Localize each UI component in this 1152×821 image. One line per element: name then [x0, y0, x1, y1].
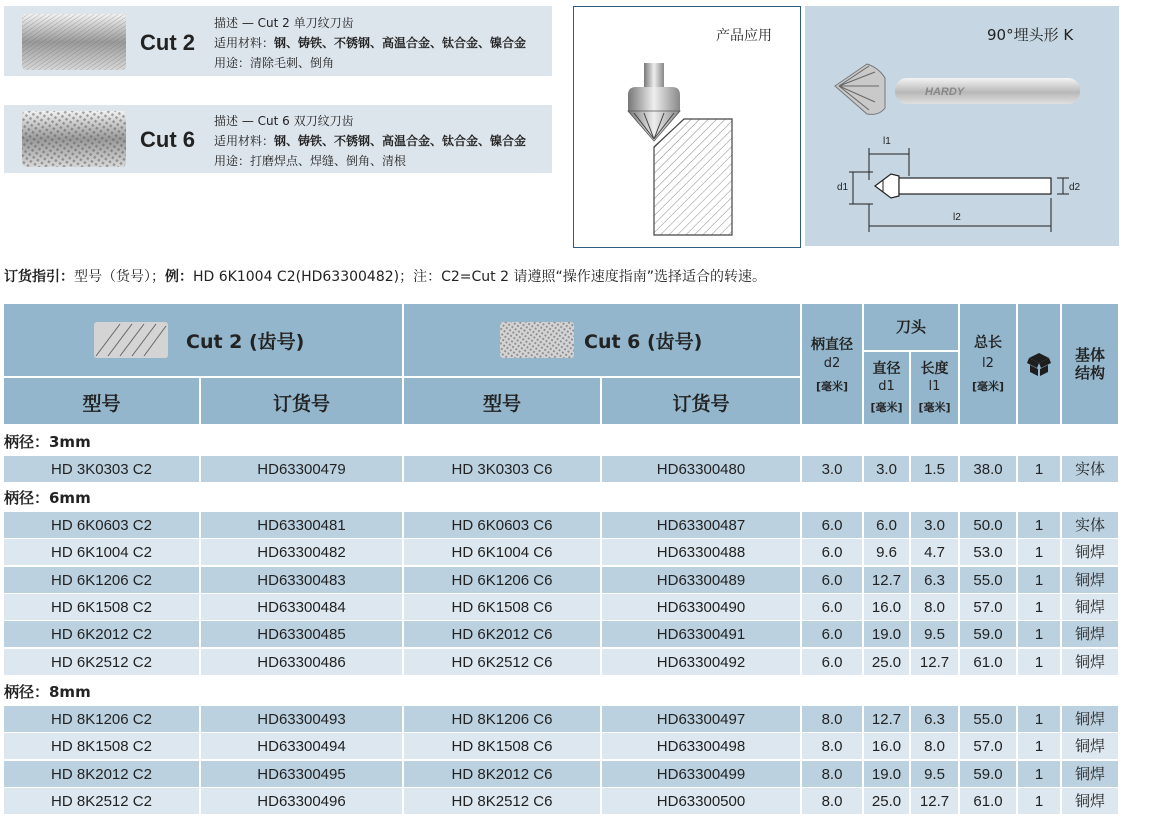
- cell-base-struct: 铜焊: [1062, 788, 1118, 814]
- cell-head-dia: 3.0: [864, 456, 909, 482]
- cell-cut2-order-no: HD63300482: [201, 539, 402, 565]
- col-head-len-unit: [毫米]: [918, 401, 951, 414]
- col-shank-dia-label: 柄直径: [811, 337, 853, 353]
- cell-cut6-model: HD 6K0603 C6: [404, 512, 600, 538]
- package-icon: [1025, 350, 1053, 378]
- col-head-label: 刀头: [895, 318, 926, 336]
- cell-cut6-model: HD 6K2512 C6: [404, 649, 600, 675]
- cell-head-dia: 12.7: [864, 706, 909, 732]
- cell-cut2-model: HD 6K1206 C2: [4, 567, 199, 593]
- col-shank-dia-sym: d2: [823, 356, 841, 371]
- cell-shank-dia: 8.0: [802, 706, 862, 732]
- col-total-len-label: 总长: [974, 335, 1002, 351]
- cell-cut2-order-no: HD63300495: [201, 761, 402, 787]
- cell-cut2-order-no: HD63300484: [201, 594, 402, 620]
- cut6-material-label: 适用材料：: [214, 134, 275, 148]
- dim-d2: d2: [1069, 182, 1081, 193]
- order-guide-part1: 型号（货号）；: [74, 269, 165, 285]
- cell-total-len: 59.0: [960, 761, 1016, 787]
- cell-cut2-order-no: HD63300494: [201, 733, 402, 759]
- cut6-header-tool-icon: [500, 322, 574, 358]
- cell-head-len: 8.0: [911, 594, 958, 620]
- cell-cut6-order-no: HD63300500: [602, 788, 800, 814]
- cell-shank-dia: 8.0: [802, 761, 862, 787]
- cell-cut6-model: HD 3K0303 C6: [404, 456, 600, 482]
- cut2-title: Cut 2 (齿号): [186, 331, 305, 353]
- cell-base-struct: 铜焊: [1062, 649, 1118, 675]
- cell-cut6-order-no: HD63300492: [602, 649, 800, 675]
- cut2-description-panel: [4, 6, 552, 76]
- col-cut2-model-label: 型号: [82, 393, 121, 415]
- shape-diagram: [805, 6, 1119, 246]
- cell-head-dia: 16.0: [864, 594, 909, 620]
- cut2-name: Cut 2: [140, 30, 195, 55]
- cell-cut6-model: HD 8K2512 C6: [404, 788, 600, 814]
- cell-head-dia: 9.6: [864, 539, 909, 565]
- cell-cut2-model: HD 6K1004 C2: [4, 539, 199, 565]
- cell-head-len: 9.5: [911, 761, 958, 787]
- cell-shank-dia: 3.0: [802, 456, 862, 482]
- cell-head-len: 1.5: [911, 456, 958, 482]
- cell-total-len: 59.0: [960, 621, 1016, 647]
- shape-panel: [805, 6, 1119, 246]
- application-illustration: [574, 7, 800, 247]
- order-guide-part2: HD 6K1004 C2(HD63300482)；注：C2=Cut 2 请遵照“操作速度指南”选择适合的转速。: [193, 269, 766, 285]
- cut6-description-panel: [4, 105, 552, 173]
- cell-package-qty: 1: [1018, 539, 1060, 565]
- cell-cut6-order-no: HD63300497: [602, 706, 800, 732]
- cell-cut6-model: HD 6K2012 C6: [404, 621, 600, 647]
- cell-package-qty: 1: [1018, 706, 1060, 732]
- cell-package-qty: 1: [1018, 788, 1060, 814]
- cell-cut6-model: HD 8K1206 C6: [404, 706, 600, 732]
- cell-cut2-model: HD 8K1206 C2: [4, 706, 199, 732]
- cell-head-dia: 16.0: [864, 733, 909, 759]
- cell-head-len: 6.3: [911, 706, 958, 732]
- cell-shank-dia: 6.0: [802, 621, 862, 647]
- cut6-title: Cut 6 (齿号): [584, 331, 703, 353]
- col-cut2-order-label: 订货号: [272, 393, 330, 415]
- application-panel: [573, 6, 801, 248]
- col-head-dia-unit: [毫米]: [870, 401, 903, 414]
- cell-cut6-model: HD 6K1004 C6: [404, 539, 600, 565]
- cut2-header-tool-icon: [94, 322, 168, 358]
- cell-shank-dia: 6.0: [802, 649, 862, 675]
- cut2-material-label: 适用材料：: [214, 36, 275, 50]
- cell-head-len: 6.3: [911, 567, 958, 593]
- cell-cut2-model: HD 6K2512 C2: [4, 649, 199, 675]
- cell-cut6-model: HD 6K1508 C6: [404, 594, 600, 620]
- cell-cut6-order-no: HD63300491: [602, 621, 800, 647]
- cell-cut2-model: HD 8K1508 C2: [4, 733, 199, 759]
- cell-cut2-order-no: HD63300479: [201, 456, 402, 482]
- col-cut6-model-label: 型号: [482, 393, 521, 415]
- col-head-len-label: 长度: [920, 361, 949, 377]
- dim-l1: l1: [883, 136, 891, 147]
- dim-l2: l2: [953, 212, 961, 223]
- cell-cut2-order-no: HD63300496: [201, 788, 402, 814]
- cell-package-qty: 1: [1018, 567, 1060, 593]
- cell-total-len: 53.0: [960, 539, 1016, 565]
- shape-title: 90°埋头形 K: [987, 26, 1074, 44]
- shank-group-label: 柄径：8mm: [4, 683, 91, 701]
- cell-base-struct: 铜焊: [1062, 761, 1118, 787]
- cell-head-dia: 19.0: [864, 621, 909, 647]
- cell-head-dia: 25.0: [864, 649, 909, 675]
- cell-cut6-model: HD 8K2012 C6: [404, 761, 600, 787]
- cell-cut6-order-no: HD63300487: [602, 512, 800, 538]
- col-total-len-sym: l2: [982, 356, 994, 371]
- cell-shank-dia: 6.0: [802, 512, 862, 538]
- cell-cut2-order-no: HD63300493: [201, 706, 402, 732]
- hardy-brand: HARDY: [925, 86, 965, 98]
- col-head-dia-label: 直径: [872, 361, 901, 377]
- cell-cut6-order-no: HD63300480: [602, 456, 800, 482]
- cell-total-len: 57.0: [960, 733, 1016, 759]
- col-cut6-order-label: 订货号: [672, 393, 730, 415]
- cell-total-len: 61.0: [960, 649, 1016, 675]
- col-total-len-unit: [毫米]: [971, 380, 1005, 393]
- order-guide-label: 订货指引：: [4, 269, 74, 285]
- cell-package-qty: 1: [1018, 649, 1060, 675]
- cell-cut2-model: HD 6K1508 C2: [4, 594, 199, 620]
- cell-base-struct: 铜焊: [1062, 733, 1118, 759]
- cell-cut2-order-no: HD63300481: [201, 512, 402, 538]
- cell-package-qty: 1: [1018, 594, 1060, 620]
- cut6-desc: 描述 — Cut 6 双刀纹刀齿: [214, 114, 354, 128]
- cell-head-len: 12.7: [911, 788, 958, 814]
- cell-head-len: 3.0: [911, 512, 958, 538]
- cell-package-qty: 1: [1018, 621, 1060, 647]
- cell-base-struct: 铜焊: [1062, 621, 1118, 647]
- cell-base-struct: 铜焊: [1062, 594, 1118, 620]
- cut2-materials: 钢、铸铁、不锈钢、高温合金、钛合金、镍合金: [274, 36, 527, 50]
- col-head-dia-sym: d1: [878, 379, 895, 394]
- cell-head-dia: 25.0: [864, 788, 909, 814]
- cut6-name: Cut 6: [140, 127, 195, 152]
- cell-total-len: 50.0: [960, 512, 1016, 538]
- cell-cut2-order-no: HD63300486: [201, 649, 402, 675]
- order-guide: [4, 266, 766, 286]
- order-guide-example-label: 例：: [165, 269, 193, 285]
- cell-total-len: 57.0: [960, 594, 1016, 620]
- cell-cut6-order-no: HD63300499: [602, 761, 800, 787]
- cell-package-qty: 1: [1018, 733, 1060, 759]
- cell-cut6-order-no: HD63300490: [602, 594, 800, 620]
- cell-cut2-order-no: HD63300485: [201, 621, 402, 647]
- cell-cut2-model: HD 8K2012 C2: [4, 761, 199, 787]
- cell-cut6-model: HD 6K1206 C6: [404, 567, 600, 593]
- cell-base-struct: 铜焊: [1062, 706, 1118, 732]
- col-base-struct-label: 基体结构: [1074, 346, 1105, 382]
- cell-base-struct: 实体: [1062, 456, 1118, 482]
- dim-d1: d1: [837, 182, 849, 193]
- shank-group-label: 柄径：3mm: [4, 433, 91, 451]
- cut2-burr-image: [22, 14, 126, 70]
- cell-shank-dia: 8.0: [802, 788, 862, 814]
- cell-package-qty: 1: [1018, 512, 1060, 538]
- cell-head-len: 8.0: [911, 733, 958, 759]
- cell-cut6-model: HD 8K1508 C6: [404, 733, 600, 759]
- cut2-desc: 描述 — Cut 2 单刀纹刀齿: [214, 16, 354, 30]
- cell-total-len: 55.0: [960, 567, 1016, 593]
- cell-cut2-model: HD 6K2012 C2: [4, 621, 199, 647]
- cell-total-len: 55.0: [960, 706, 1016, 732]
- cell-head-len: 9.5: [911, 621, 958, 647]
- cell-shank-dia: 6.0: [802, 567, 862, 593]
- cell-shank-dia: 8.0: [802, 733, 862, 759]
- cell-cut6-order-no: HD63300489: [602, 567, 800, 593]
- cut6-materials: 钢、铸铁、不锈钢、高温合金、钛合金、镍合金: [274, 134, 527, 148]
- cell-package-qty: 1: [1018, 761, 1060, 787]
- cell-head-dia: 12.7: [864, 567, 909, 593]
- application-title: 产品应用: [716, 28, 772, 44]
- cut6-burr-image: [22, 111, 126, 167]
- cell-package-qty: 1: [1018, 456, 1060, 482]
- cell-base-struct: 铜焊: [1062, 539, 1118, 565]
- cell-cut2-model: HD 3K0303 C2: [4, 456, 199, 482]
- cut2-materials-line: [214, 34, 526, 51]
- cell-cut2-order-no: HD63300483: [201, 567, 402, 593]
- cut6-materials-line: [214, 132, 526, 149]
- cell-cut2-model: HD 6K0603 C2: [4, 512, 199, 538]
- cell-total-len: 38.0: [960, 456, 1016, 482]
- cell-total-len: 61.0: [960, 788, 1016, 814]
- cell-head-dia: 19.0: [864, 761, 909, 787]
- cell-cut2-model: HD 8K2512 C2: [4, 788, 199, 814]
- cell-cut6-order-no: HD63300488: [602, 539, 800, 565]
- cut6-usage: 用途：打磨焊点、焊缝、倒角、清根: [214, 154, 407, 168]
- cell-base-struct: 铜焊: [1062, 567, 1118, 593]
- cell-cut6-order-no: HD63300498: [602, 733, 800, 759]
- cell-head-len: 4.7: [911, 539, 958, 565]
- cell-head-dia: 6.0: [864, 512, 909, 538]
- cell-head-len: 12.7: [911, 649, 958, 675]
- shank-group-label: 柄径：6mm: [4, 489, 91, 507]
- cut2-usage: 用途：清除毛刺、倒角: [214, 56, 335, 70]
- cell-shank-dia: 6.0: [802, 594, 862, 620]
- cell-base-struct: 实体: [1062, 512, 1118, 538]
- cell-shank-dia: 6.0: [802, 539, 862, 565]
- col-shank-dia-unit: [毫米]: [815, 380, 849, 393]
- col-head-len-sym: l1: [928, 379, 941, 394]
